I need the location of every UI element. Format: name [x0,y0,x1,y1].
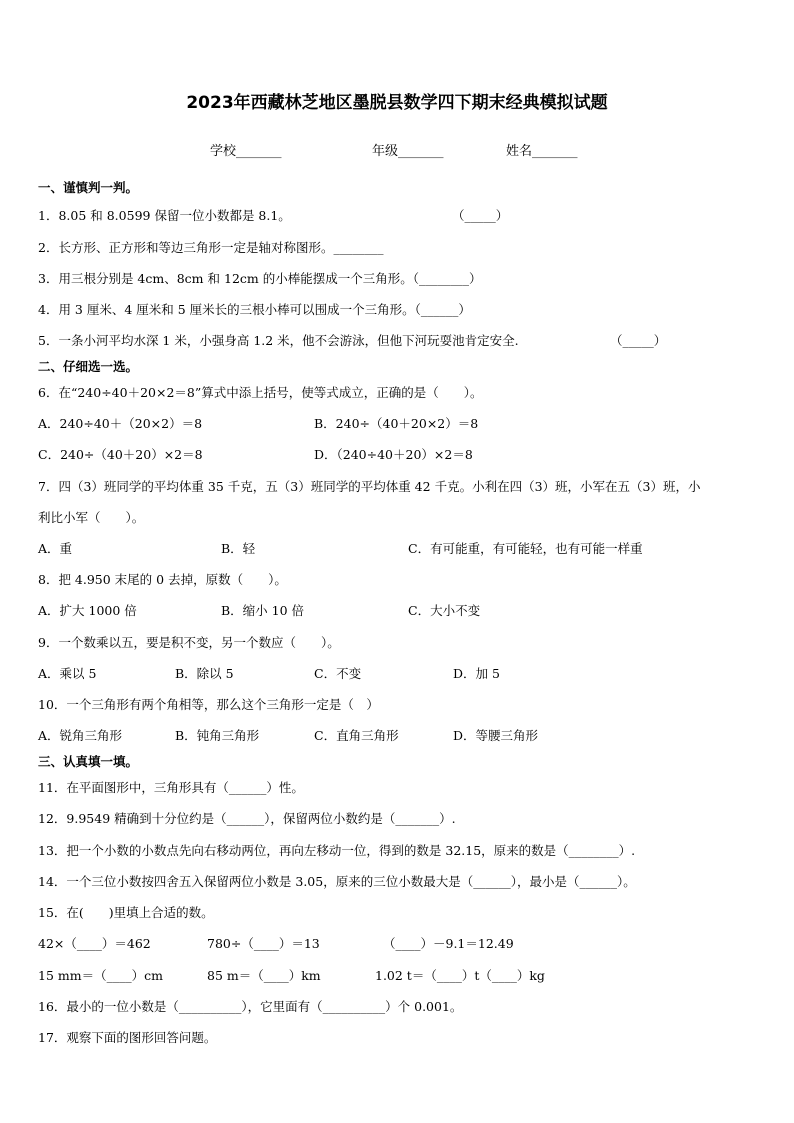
question-9-option-d: D．加 5 [453,666,500,681]
question-16: 16．最小的一位小数是（__________），它里面有（__________）个 0.001。 [38,999,463,1014]
question-7-option-c: C．有可能重，有可能轻，也有可能一样重 [408,541,643,556]
question-10-option-c: C．直角三角形 [314,728,399,743]
question-6-option-a: A．240÷40＋（20×2）＝8 [38,416,203,431]
question-1-blank: （_____） [452,208,509,223]
question-15-item-1b: 780÷（____）＝13 [207,936,320,951]
question-15-item-2a: 15 mm＝（____）cm [38,968,163,983]
question-6-option-d: D．（240÷40＋20）×2＝8 [314,447,473,462]
page-title: 2023年西藏林芝地区墨脱县数学四下期末经典模拟试题 [186,93,608,113]
section-1-heading: 一、谨慎判一判。 [38,180,139,195]
section-2-heading: 二、仔细选一选。 [38,359,139,374]
question-1: 1．8.05 和 8.0599 保留一位小数都是 8.1。 [38,208,291,223]
question-8-option-a: A．扩大 1000 倍 [38,603,137,618]
question-2: 2．长方形、正方形和等边三角形一定是轴对称图形。________ [38,240,384,255]
question-15-item-2c: 1.02 t＝（____）t（____）kg [375,968,545,983]
question-9: 9．一个数乘以五，要是积不变，另一个数应（ ）。 [38,635,340,650]
question-8: 8．把 4.950 末尾的 0 去掉，原数（ ）。 [38,572,287,587]
question-5-blank: （_____） [610,333,667,348]
question-10-option-b: B．钝角三角形 [175,728,260,743]
question-10-option-d: D．等腰三角形 [453,728,539,743]
question-6-option-c: C．240÷（40＋20）×2＝8 [38,447,203,462]
question-9-option-b: B．除以 5 [175,666,234,681]
question-4: 4．用 3 厘米、4 厘米和 5 厘米长的三根小棒可以围成一个三角形。（______） [38,302,471,317]
question-15-item-1a: 42×（____）＝462 [38,936,151,951]
question-7-option-b: B．轻 [221,541,256,556]
question-14: 14．一个三位小数按四舍五入保留两位小数是 3.05，原来的三位小数最大是（______），最小是（______）。 [38,874,636,889]
section-3-heading: 三、认真填一填。 [38,754,139,769]
question-15: 15．在( )里填上合适的数。 [38,905,214,920]
question-12: 12．9.9549 精确到十分位约是（______），保留两位小数约是（_______）. [38,811,456,826]
grade-field: 年级_______ [372,144,444,159]
name-field: 姓名_______ [506,144,578,159]
question-17: 17．观察下面的图形回答问题。 [38,1030,217,1045]
question-11: 11．在平面图形中，三角形具有（______）性。 [38,780,304,795]
question-7-line-1: 7．四（3）班同学的平均体重 35 千克，五（3）班同学的平均体重 42 千克。小利在四（3）班，小军在五（3）班，小 [38,479,701,494]
question-8-option-b: B．缩小 10 倍 [221,603,305,618]
question-9-option-a: A．乘以 5 [38,666,97,681]
question-5: 5．一条小河平均水深 1 米，小强身高 1.2 米，他不会游泳，但他下河玩耍池肯定安全. [38,333,519,348]
question-8-option-c: C．大小不变 [408,603,481,618]
school-field: 学校_______ [210,144,282,159]
question-10-option-a: A．锐角三角形 [38,728,123,743]
question-3: 3．用三根分别是 4cm、8cm 和 12cm 的小棒能摆成一个三角形。（________） [38,271,482,286]
question-9-option-c: C．不变 [314,666,362,681]
question-6: 6．在“240÷40＋20×2＝8”算式中添上括号，使等式成立，正确的是（ ）。 [38,385,483,400]
question-13: 13．把一个小数的小数点先向右移动两位，再向左移动一位，得到的数是 32.15，原来的数是（________）. [38,843,636,858]
question-7-option-a: A．重 [38,541,73,556]
question-15-item-1c: （____）－9.1＝12.49 [383,936,514,951]
question-7-line-2: 利比小军（ ）。 [38,510,145,525]
question-10: 10．一个三角形有两个角相等，那么这个三角形一定是（ ） [38,697,379,712]
question-15-item-2b: 85 m＝（____）km [207,968,321,983]
question-6-option-b: B．240÷（40＋20×2）＝8 [314,416,479,431]
